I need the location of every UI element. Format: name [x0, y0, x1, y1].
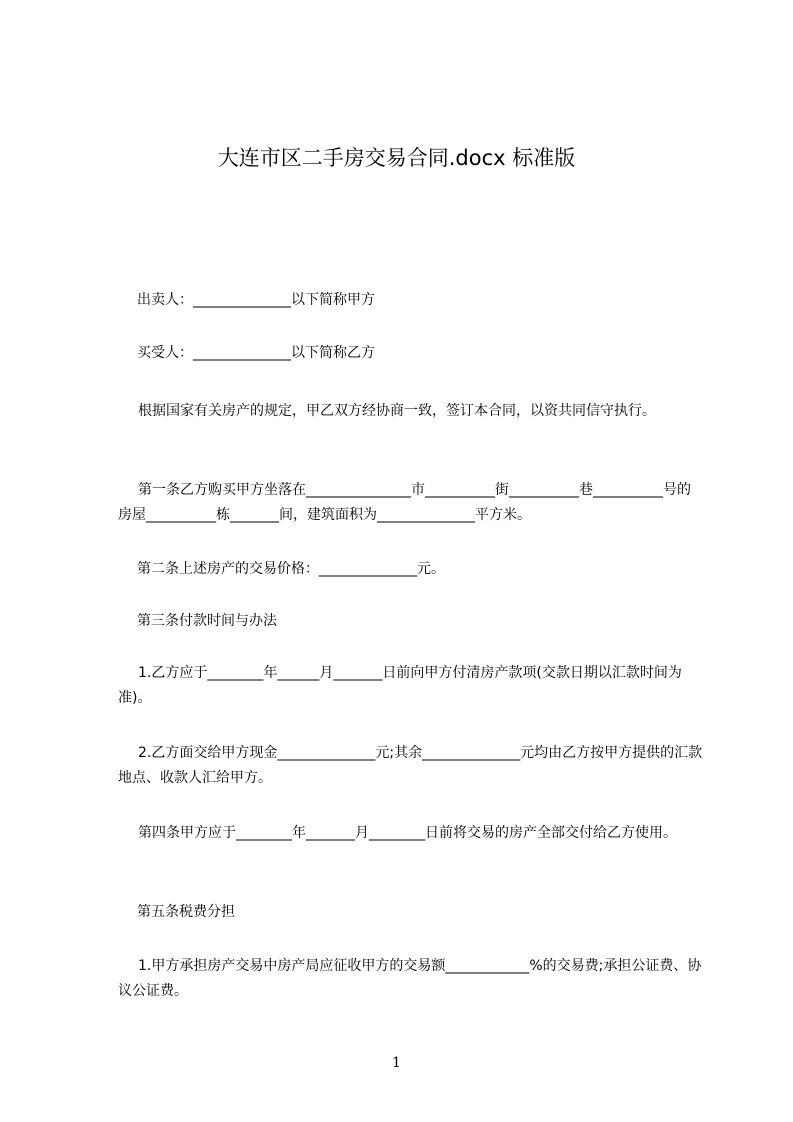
article-4-paragraph: 第四条甲方应于________年_______月________日前将交易的房产全部交付给乙方使用。 [138, 825, 677, 841]
article-5-item-1: 1.甲方承担房产交易中房产局应征收甲方的交易额____________%的交易费;承担公证费、协议公证费。 [118, 958, 702, 999]
article-1-paragraph: 第一条乙方购买甲方坐落在_______________市__________街__________巷__________号的房屋__________栋_______间，建筑面积为______________平方米。 [118, 482, 691, 523]
article-2-paragraph: 第二条上述房产的交易价格：______________元。 [137, 561, 445, 577]
page-number: 1 [392, 1055, 401, 1071]
article-5-heading: 第五条税费分担 [137, 904, 235, 920]
preamble-paragraph: 根据国家有关房产的规定，甲乙双方经协商一致，签订本合同，以资共同信守执行。 [138, 403, 656, 419]
document-title: 大连市区二手房交易合同.docx 标准版 [217, 146, 576, 170]
article-3-item-2: 2.乙方面交给甲方现金______________元;其余______________元均由乙方按甲方提供的汇款地点、收款人汇给甲方。 [118, 745, 703, 786]
seller-line: 出卖人：______________以下简称甲方 [137, 292, 375, 308]
article-3-item-1: 1.乙方应于________年______月_______日前向甲方付清房产款项(交款日期以汇款时间为准)。 [118, 665, 682, 706]
article-3-heading: 第三条付款时间与办法 [137, 613, 277, 629]
buyer-line: 买受人：______________以下简称乙方 [137, 345, 375, 361]
